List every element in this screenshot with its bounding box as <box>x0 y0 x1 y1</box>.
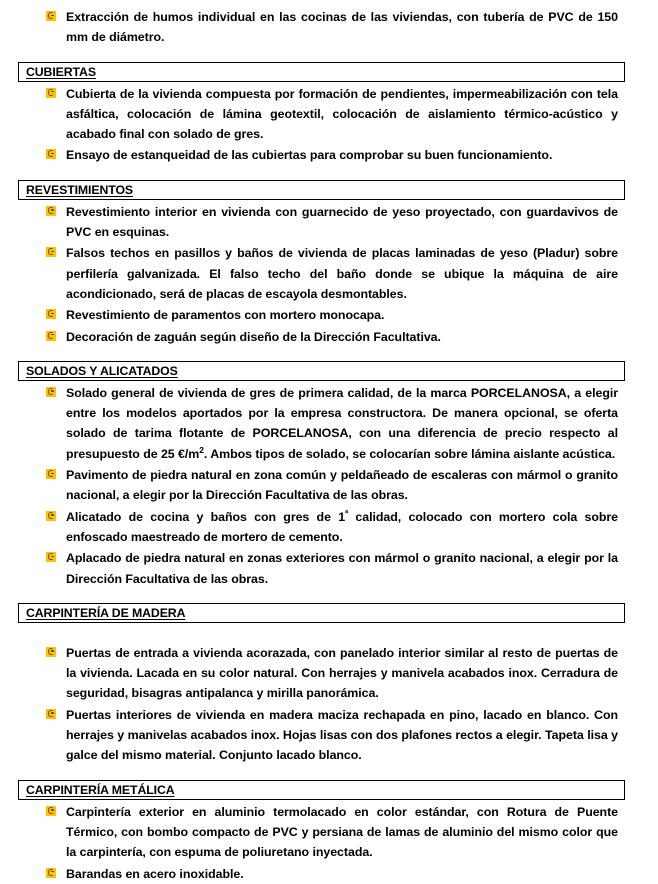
spec-item <box>0 145 658 165</box>
spec-item <box>0 802 658 863</box>
spec-item <box>0 202 658 243</box>
spec-item <box>0 864 658 884</box>
spec-item <box>0 548 658 589</box>
bullet-square-icon <box>46 647 56 657</box>
section-list-revestimientos <box>0 202 658 347</box>
section-header-carpinteria-metalica <box>18 780 625 800</box>
bullet-square-icon <box>46 206 56 216</box>
spec-item-text: Aplacado de piedra natural en zonas exteriores con mármol o granito nacional, a elegir por la Dirección Facultativa de las obras. <box>66 551 618 586</box>
spec-item-text: Alicatado de cocina y baños con gres de $1^ª$ calidad, colocado con mortero cola sobre enfoscado maestreado de mortero de cemento. <box>66 507 619 544</box>
section-header-revestimientos <box>18 180 625 200</box>
section-title: REVESTIMIENTOS <box>26 182 134 197</box>
bullet-square-icon <box>46 149 56 159</box>
bullet-square-icon <box>46 309 56 319</box>
spec-item <box>0 383 658 464</box>
spec-item <box>0 643 658 704</box>
bullet-square-icon <box>46 552 56 562</box>
section-list-carpinteria-de-madera <box>0 643 658 766</box>
spec-item <box>0 305 658 325</box>
spec-item-text: Puertas interiores de vivienda en madera maciza rechapada en pino, lacado en blanco. Con herrajes y manivelas acabados inox. Hojas lisas con dos plafones rectos a elegir. Tapeta lisa y galce del mismo material. Conjunto lacado blanco. <box>66 707 618 763</box>
bullet-square-icon <box>46 806 56 816</box>
bullet-square-icon <box>46 511 56 521</box>
bullet-square-icon <box>46 88 56 98</box>
spec-item <box>0 7 658 48</box>
spec-item <box>0 243 658 304</box>
section-header-carpinteria-de-madera <box>18 603 625 623</box>
spec-item <box>0 507 658 548</box>
bullet-square-icon <box>46 709 56 719</box>
spec-item-text: Falsos techos en pasillos y baños de vivienda de placas laminadas de yeso (Pladur) sobre perfilería galvanizada. El falso techo del baño donde se ubique la máquina de aire acondicionado, será de placas de escayola desmontables. <box>66 246 618 301</box>
section-title: SOLADOS Y ALICATADOS <box>26 363 178 378</box>
bullet-square-icon <box>46 868 56 878</box>
section-header-cubiertas <box>18 62 625 82</box>
spec-item-text: Carpintería exterior en aluminio termolacado en color estándar, con Rotura de Puente Térmico, con bombo compacto de PVC y persiana de lamas de aluminio del mismo color que la carpintería, con espuma de poliuretano inyectada. <box>66 804 618 860</box>
section-list-carpinteria-metalica <box>0 802 658 884</box>
spec-item-text: Pavimento de piedra natural en zona común y peldañeado de escaleras con mármol o granito nacional, a elegir por la Dirección Facultativa de las obras. <box>66 468 618 503</box>
section-list-cubiertas <box>0 84 658 166</box>
spec-item-text: Decoración de zaguán según diseño de la Dirección Facultativa. <box>66 329 441 344</box>
bullet-square-icon <box>46 331 56 341</box>
spec-item <box>0 465 658 506</box>
spacer <box>0 625 658 643</box>
spec-item-text: Barandas en acero inoxidable. <box>66 866 244 881</box>
spec-item-text: Extracción de humos individual en las cocinas de las viviendas, con tubería de PVC de 150 mm de diámetro. <box>66 10 618 45</box>
section-title: CARPINTERÍA DE MADERA <box>26 605 186 620</box>
bullet-square-icon <box>46 11 56 21</box>
bullet-square-icon <box>46 387 56 397</box>
spec-item <box>0 84 658 145</box>
spec-item <box>0 705 658 766</box>
section-list-solados-y-alicatados <box>0 383 658 589</box>
spec-item-text: Solado general de vivienda de gres de primera calidad, de la marca PORCELANOSA, a elegir entre los modelos aportados por la empresa constructora. De manera opcional, se oferta solado de tarima flotante de PORCELANOSA, con una diferencia de precio respecto al presupuesto de 25 $€/m^2$. Ambos tipos de solado, se colocarían sobre lámina aislante acústica. <box>66 385 618 461</box>
section-title: CUBIERTAS <box>26 64 96 79</box>
spec-item-text: Puertas de entrada a vivienda acorazada, con panelado interior similar al resto de puertas de la vivienda. Lacada en su color natural. Con herrajes y manivela acabados inox. Cerradura de seguridad, bisagras antipalanca y mirilla panorámica. <box>66 645 618 701</box>
intro-list <box>0 7 658 48</box>
spec-item-text: Cubierta de la vivienda compuesta por formación de pendientes, impermeabilización con tela asfáltica, colocación de lámina geotextil, colocación de aislamiento térmico-acústico y acabado final con solado de gres. <box>66 86 618 142</box>
section-header-solados-y-alicatados <box>18 361 625 381</box>
spec-item-text: Revestimiento de paramentos con mortero monocapa. <box>66 308 385 323</box>
bullet-square-icon <box>46 469 56 479</box>
section-title: CARPINTERÍA METÁLICA <box>26 782 175 797</box>
spec-item-text: Ensayo de estanqueidad de las cubiertas para comprobar su buen funcionamiento. <box>66 148 553 163</box>
bullet-square-icon <box>46 247 56 257</box>
spec-item-text: Revestimiento interior en vivienda con guarnecido de yeso proyectado, con guardavivos de PVC en esquinas. <box>66 204 618 240</box>
spec-item <box>0 327 658 347</box>
